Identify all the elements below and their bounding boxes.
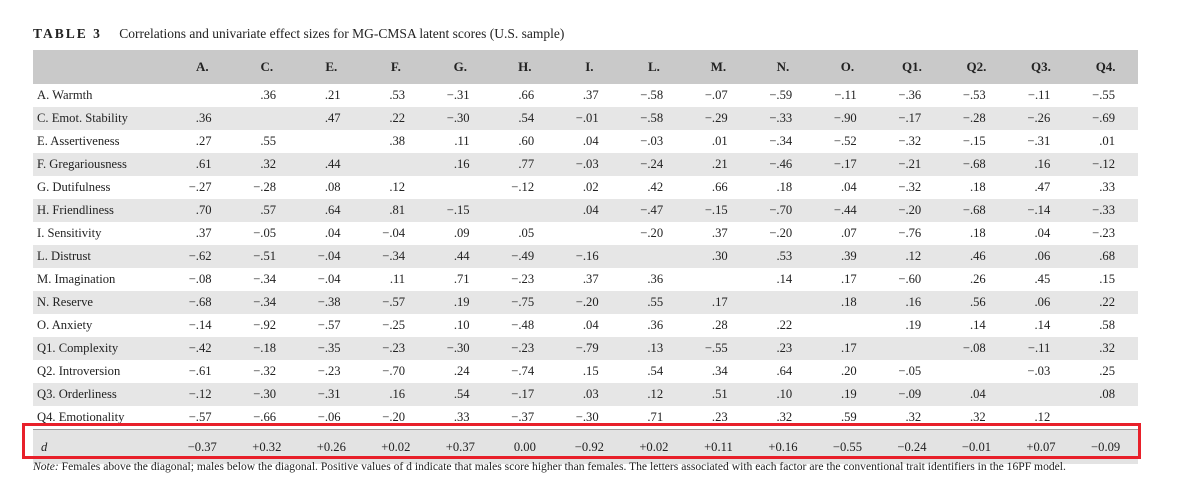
table-title xyxy=(33,26,564,42)
table-cell: .53 xyxy=(389,88,406,102)
table-cell: .04 xyxy=(944,383,1009,406)
table-cell: −.58 xyxy=(622,107,687,130)
table-cell: .16 xyxy=(880,291,945,314)
table-cell: −.23 xyxy=(511,272,535,286)
table-cell: .32 xyxy=(776,410,793,424)
table-row xyxy=(33,153,1138,176)
table-cell: −.20 xyxy=(557,291,622,314)
table-cell: .07 xyxy=(840,226,857,240)
table-cell: .18 xyxy=(969,180,986,194)
table-cell: .32 xyxy=(1073,337,1138,360)
table-cell: −.74 xyxy=(511,364,535,378)
table-cell: .81 xyxy=(364,199,429,222)
column-header: I. xyxy=(557,50,622,84)
table-row xyxy=(33,337,1138,360)
effect-size-cell: +0.16 xyxy=(751,430,816,465)
table-row xyxy=(33,107,1138,130)
table-cell: .20 xyxy=(840,364,857,378)
table-cell: −.70 xyxy=(751,199,816,222)
effect-size-cell: +0.26 xyxy=(299,430,364,465)
table-cell: −.03 xyxy=(1027,364,1051,378)
table-cell: .23 xyxy=(751,337,816,360)
table-cell: .28 xyxy=(711,318,728,332)
row-label: M. Imagination xyxy=(37,272,116,286)
table-cell: −.05 xyxy=(898,364,922,378)
table-cell: −.03 xyxy=(640,134,664,148)
table-cell: .09 xyxy=(453,226,470,240)
column-header: L. xyxy=(622,50,687,84)
table-cell: −.15 xyxy=(962,134,986,148)
table-cell: −.17 xyxy=(880,107,945,130)
table-cell: .12 xyxy=(622,383,687,406)
table-cell: −.11 xyxy=(834,88,857,102)
effect-size-label: d xyxy=(33,430,170,465)
table-cell: .10 xyxy=(453,318,470,332)
table-cell: −.15 xyxy=(686,199,751,222)
table-cell: .37 xyxy=(711,226,728,240)
row-label: Q4. Emotionality xyxy=(37,410,125,424)
table-cell: −.20 xyxy=(382,410,406,424)
table-cell: .16 xyxy=(364,383,429,406)
table-cell: −.46 xyxy=(751,153,816,176)
table-cell: .05 xyxy=(518,226,535,240)
table-cell: .10 xyxy=(751,383,816,406)
table-cell: .36 xyxy=(647,318,664,332)
table-cell: −.58 xyxy=(640,88,664,102)
table-cell xyxy=(299,130,364,153)
table-row xyxy=(33,176,1138,199)
table-cell: −.04 xyxy=(317,272,341,286)
table-cell: −.90 xyxy=(815,107,880,130)
table-cell: .64 xyxy=(299,199,364,222)
table-row xyxy=(33,245,1138,268)
table-cell: −.61 xyxy=(188,364,212,378)
header-row xyxy=(33,50,1138,84)
table-cell: −.23 xyxy=(317,364,341,378)
table-cell: .12 xyxy=(880,245,945,268)
table-cell: .71 xyxy=(453,272,470,286)
table-cell xyxy=(880,337,945,360)
table-cell: .37 xyxy=(195,226,212,240)
table-cell: −.55 xyxy=(686,337,751,360)
row-label: A. Warmth xyxy=(37,88,93,102)
table-cell xyxy=(751,291,816,314)
column-header: Q1. xyxy=(880,50,945,84)
table-cell: −.59 xyxy=(769,88,793,102)
table-cell: −.23 xyxy=(364,337,429,360)
table-cell: −.57 xyxy=(364,291,429,314)
table-row xyxy=(33,291,1138,314)
table-cell: .56 xyxy=(944,291,1009,314)
table-cell: −.70 xyxy=(382,364,406,378)
table-cell: .13 xyxy=(622,337,687,360)
table-cell: −.30 xyxy=(428,337,493,360)
table-cell: −.32 xyxy=(898,134,922,148)
table-cell: −.30 xyxy=(235,383,300,406)
table-cell: −.55 xyxy=(1092,88,1115,102)
table-cell: .01 xyxy=(711,134,728,148)
table-cell: −.37 xyxy=(511,410,535,424)
column-header: H. xyxy=(493,50,558,84)
table-cell: −.23 xyxy=(493,337,558,360)
table-cell xyxy=(944,360,1009,383)
table-cell: .22 xyxy=(364,107,429,130)
table-cell: .32 xyxy=(969,410,986,424)
table-cell: .06 xyxy=(1009,291,1074,314)
table-cell: −.34 xyxy=(235,291,300,314)
row-label: Q1. Complexity xyxy=(33,337,170,360)
column-header: F. xyxy=(364,50,429,84)
table-cell: .51 xyxy=(686,383,751,406)
table-cell: −.76 xyxy=(898,226,922,240)
table-cell: −.12 xyxy=(511,180,535,194)
table-cell: .02 xyxy=(582,180,599,194)
row-label: O. Anxiety xyxy=(37,318,93,332)
table-cell: .54 xyxy=(493,107,558,130)
table-cell xyxy=(1009,383,1074,406)
effect-size-cell: −0.09 xyxy=(1073,430,1138,465)
row-label: H. Friendliness xyxy=(33,199,170,222)
table-cell: .39 xyxy=(815,245,880,268)
table-cell: .17 xyxy=(686,291,751,314)
table-cell: −.07 xyxy=(704,88,728,102)
table-cell: .17 xyxy=(815,337,880,360)
effect-size-row xyxy=(33,430,1138,465)
table-cell: −.30 xyxy=(575,410,599,424)
table-cell: .19 xyxy=(905,318,922,332)
table-cell: .11 xyxy=(454,134,470,148)
note-text: Females above the diagonal; males below the diagonal. Positive values of d indicate that males score higher than females. The letters associated with each factor are the conventional trait identifiers in the 16PF model. xyxy=(58,460,1066,473)
table-cell: .08 xyxy=(324,180,341,194)
table-cell: .60 xyxy=(518,134,535,148)
table-cell: .08 xyxy=(1073,383,1138,406)
row-label: L. Distrust xyxy=(33,245,170,268)
table-cell: −.57 xyxy=(188,410,212,424)
table-cell: −.57 xyxy=(317,318,341,332)
table-cell: .21 xyxy=(324,88,341,102)
table-row xyxy=(33,383,1138,406)
table-cell xyxy=(557,222,622,245)
table-cell: .27 xyxy=(195,134,212,148)
table-cell: .04 xyxy=(557,199,622,222)
table-cell: .16 xyxy=(428,153,493,176)
table-cell: −.52 xyxy=(833,134,857,148)
row-label: Q2. Introversion xyxy=(37,364,121,378)
table-cell: −.35 xyxy=(299,337,364,360)
table-cell: −.08 xyxy=(188,272,212,286)
table-cell: −.62 xyxy=(170,245,235,268)
effect-size-cell: +0.37 xyxy=(428,430,493,465)
table-cell: .53 xyxy=(751,245,816,268)
table-cell: −.69 xyxy=(1073,107,1138,130)
row-label: Q3. Orderliness xyxy=(33,383,170,406)
table-cell: .21 xyxy=(686,153,751,176)
table-cell: −.31 xyxy=(299,383,364,406)
table-cell: .54 xyxy=(428,383,493,406)
table-cell: .15 xyxy=(1099,272,1115,286)
table-cell: .18 xyxy=(776,180,793,194)
table-cell: .34 xyxy=(711,364,728,378)
table-cell: −.79 xyxy=(557,337,622,360)
table-cell: .42 xyxy=(647,180,664,194)
table-cell: .36 xyxy=(260,88,277,102)
table-cell: .66 xyxy=(518,88,535,102)
table-row xyxy=(33,222,1138,245)
table-cell: −.17 xyxy=(493,383,558,406)
table-cell: .16 xyxy=(1009,153,1074,176)
table-cell: .59 xyxy=(840,410,857,424)
table-cell: −.11 xyxy=(1027,88,1051,102)
table-cell xyxy=(815,314,880,337)
table-cell: −.38 xyxy=(299,291,364,314)
table-cell: −.03 xyxy=(557,153,622,176)
table-cell xyxy=(428,176,493,199)
table-cell: −.25 xyxy=(382,318,406,332)
table-cell: −.33 xyxy=(1073,199,1138,222)
effect-size-cell: −0.92 xyxy=(557,430,622,465)
table-cell: −.68 xyxy=(944,199,1009,222)
table-cell: −.66 xyxy=(253,410,277,424)
row-label: C. Emot. Stability xyxy=(33,107,170,130)
table-cell: .03 xyxy=(557,383,622,406)
column-header: O. xyxy=(815,50,880,84)
table-cell: .33 xyxy=(453,410,470,424)
table-cell: .47 xyxy=(299,107,364,130)
column-header: M. xyxy=(686,50,751,84)
table-cell: .06 xyxy=(1009,245,1074,268)
table-cell: .36 xyxy=(647,272,664,286)
table-cell: −.26 xyxy=(1009,107,1074,130)
table-cell: .12 xyxy=(1034,410,1051,424)
table-cell xyxy=(170,84,235,107)
table-cell: −.04 xyxy=(382,226,406,240)
table-cell: .12 xyxy=(389,180,406,194)
table-cell: .37 xyxy=(582,272,599,286)
note-label: Note: xyxy=(33,460,59,473)
table-cell: .30 xyxy=(686,245,751,268)
column-header: G. xyxy=(428,50,493,84)
column-header: Q4. xyxy=(1073,50,1138,84)
table-cell: −.05 xyxy=(253,226,277,240)
table-cell: −.24 xyxy=(622,153,687,176)
table-cell: .70 xyxy=(170,199,235,222)
table-cell: .04 xyxy=(324,226,341,240)
table-cell: .04 xyxy=(840,180,857,194)
table-row xyxy=(33,130,1138,153)
table-cell: −.16 xyxy=(557,245,622,268)
table-cell: −.23 xyxy=(1092,226,1115,240)
table-row xyxy=(33,360,1138,383)
table-cell: −.36 xyxy=(898,88,922,102)
table-cell: .11 xyxy=(389,272,406,286)
correlation-table xyxy=(33,50,1138,464)
effect-size-cell: −0.24 xyxy=(880,430,945,465)
table-row xyxy=(33,84,1138,107)
table-cell: −.31 xyxy=(1027,134,1051,148)
table-cell: .57 xyxy=(235,199,300,222)
table-cell: .64 xyxy=(776,364,793,378)
table-cell: .25 xyxy=(1099,364,1115,378)
table-cell: .61 xyxy=(170,153,235,176)
table-cell: −.92 xyxy=(253,318,277,332)
table-cell: −.06 xyxy=(317,410,341,424)
table-cell: .37 xyxy=(582,88,599,102)
table-cell: −.09 xyxy=(880,383,945,406)
table-cell: −.28 xyxy=(944,107,1009,130)
table-cell: .44 xyxy=(428,245,493,268)
table-cell: −.21 xyxy=(880,153,945,176)
row-label: G. Dutifulness xyxy=(37,180,111,194)
table-cell: −.60 xyxy=(898,272,922,286)
table-cell: −.20 xyxy=(880,199,945,222)
table-cell: −.30 xyxy=(428,107,493,130)
table-body xyxy=(33,84,1138,430)
table-cell: −.15 xyxy=(428,199,493,222)
table-cell: .14 xyxy=(969,318,986,332)
table-cell: .23 xyxy=(711,410,728,424)
table-row xyxy=(33,199,1138,222)
table-cell: .01 xyxy=(1099,134,1115,148)
table-cell: −.01 xyxy=(557,107,622,130)
table-cell: .18 xyxy=(969,226,986,240)
table-cell xyxy=(493,199,558,222)
table-cell: −.14 xyxy=(1009,199,1074,222)
table-cell: .58 xyxy=(1099,318,1115,332)
table-cell: .55 xyxy=(260,134,277,148)
table-cell: −.20 xyxy=(640,226,664,240)
table-cell: −.44 xyxy=(815,199,880,222)
table-cell: .19 xyxy=(815,383,880,406)
table-cell: −.51 xyxy=(235,245,300,268)
table-row xyxy=(33,406,1138,430)
table-cell: .18 xyxy=(815,291,880,314)
table-cell: −.12 xyxy=(1073,153,1138,176)
table-cell: −.33 xyxy=(751,107,816,130)
table-cell: −.27 xyxy=(188,180,212,194)
effect-size-cell: +0.07 xyxy=(1009,430,1074,465)
table-cell: .54 xyxy=(647,364,664,378)
table-cell: .38 xyxy=(389,134,406,148)
table-cell: −.34 xyxy=(769,134,793,148)
table-cell: .32 xyxy=(905,410,922,424)
table-cell: .14 xyxy=(1034,318,1051,332)
table-cell: .45 xyxy=(1034,272,1051,286)
table-cell: .26 xyxy=(969,272,986,286)
table-cell: .22 xyxy=(1073,291,1138,314)
header-corner-cell xyxy=(33,50,170,84)
table-row xyxy=(33,268,1138,291)
table-cell: .22 xyxy=(776,318,793,332)
table-cell: .04 xyxy=(582,318,599,332)
table-cell: .77 xyxy=(493,153,558,176)
row-label: N. Reserve xyxy=(33,291,170,314)
table-cell: .55 xyxy=(622,291,687,314)
table-cell: .68 xyxy=(1073,245,1138,268)
effect-size-cell: −0.55 xyxy=(815,430,880,465)
table-cell: −.29 xyxy=(686,107,751,130)
table-cell: −.17 xyxy=(815,153,880,176)
effect-size-cell: +0.02 xyxy=(364,430,429,465)
column-header: A. xyxy=(170,50,235,84)
table-caption: Correlations and univariate effect sizes for MG-CMSA latent scores (U.S. sample) xyxy=(119,26,565,41)
table-cell: .46 xyxy=(944,245,1009,268)
row-label: I. Sensitivity xyxy=(37,226,102,240)
column-header: Q2. xyxy=(944,50,1009,84)
table-cell xyxy=(235,107,300,130)
table-cell: −.68 xyxy=(170,291,235,314)
table-cell: .36 xyxy=(170,107,235,130)
table-cell: .71 xyxy=(647,410,664,424)
table-cell: .32 xyxy=(235,153,300,176)
table-cell: −.32 xyxy=(898,180,922,194)
table-cell: −.75 xyxy=(493,291,558,314)
table-cell: .47 xyxy=(1034,180,1051,194)
row-label: E. Assertiveness xyxy=(37,134,120,148)
table-cell: .15 xyxy=(582,364,599,378)
table-cell: −.18 xyxy=(235,337,300,360)
table-cell: −.47 xyxy=(622,199,687,222)
table-cell: .19 xyxy=(428,291,493,314)
table-row xyxy=(33,314,1138,337)
table-number: TABLE 3 xyxy=(33,26,102,41)
table-cell xyxy=(686,268,751,291)
table-cell: −.42 xyxy=(170,337,235,360)
table-cell: .66 xyxy=(711,180,728,194)
table-cell: −.53 xyxy=(962,88,986,102)
table-cell: −.31 xyxy=(446,88,470,102)
table-cell: −.28 xyxy=(253,180,277,194)
table-cell: −.49 xyxy=(493,245,558,268)
effect-size-cell: +0.11 xyxy=(686,430,751,465)
table-cell xyxy=(1073,406,1138,430)
table-cell: .24 xyxy=(453,364,470,378)
table-cell: −.14 xyxy=(188,318,212,332)
column-header: E. xyxy=(299,50,364,84)
table-cell: −.48 xyxy=(511,318,535,332)
table-cell xyxy=(364,153,429,176)
table-cell: −.11 xyxy=(1009,337,1074,360)
table-cell: −.32 xyxy=(253,364,277,378)
table-cell: −.34 xyxy=(253,272,277,286)
table-cell: −.12 xyxy=(170,383,235,406)
table-cell xyxy=(622,245,687,268)
effect-size-cell: +0.02 xyxy=(622,430,687,465)
effect-size-cell: 0.00 xyxy=(493,430,558,465)
table-cell: .04 xyxy=(582,134,599,148)
table-cell: −.08 xyxy=(944,337,1009,360)
column-header: Q3. xyxy=(1009,50,1074,84)
effect-size-cell: −0.01 xyxy=(944,430,1009,465)
table-note xyxy=(33,460,1066,473)
table-cell: −.04 xyxy=(299,245,364,268)
row-label: F. Gregariousness xyxy=(33,153,170,176)
column-header: N. xyxy=(751,50,816,84)
table-cell: .17 xyxy=(840,272,857,286)
table-cell: .44 xyxy=(299,153,364,176)
table-cell: −.20 xyxy=(769,226,793,240)
table-cell: −.34 xyxy=(364,245,429,268)
table-cell: .04 xyxy=(1034,226,1051,240)
table-cell: −.68 xyxy=(944,153,1009,176)
effect-size-cell: −0.37 xyxy=(170,430,235,465)
effect-size-cell: +0.32 xyxy=(235,430,300,465)
table-cell: .33 xyxy=(1099,180,1115,194)
table-cell: .14 xyxy=(776,272,793,286)
column-header: C. xyxy=(235,50,300,84)
